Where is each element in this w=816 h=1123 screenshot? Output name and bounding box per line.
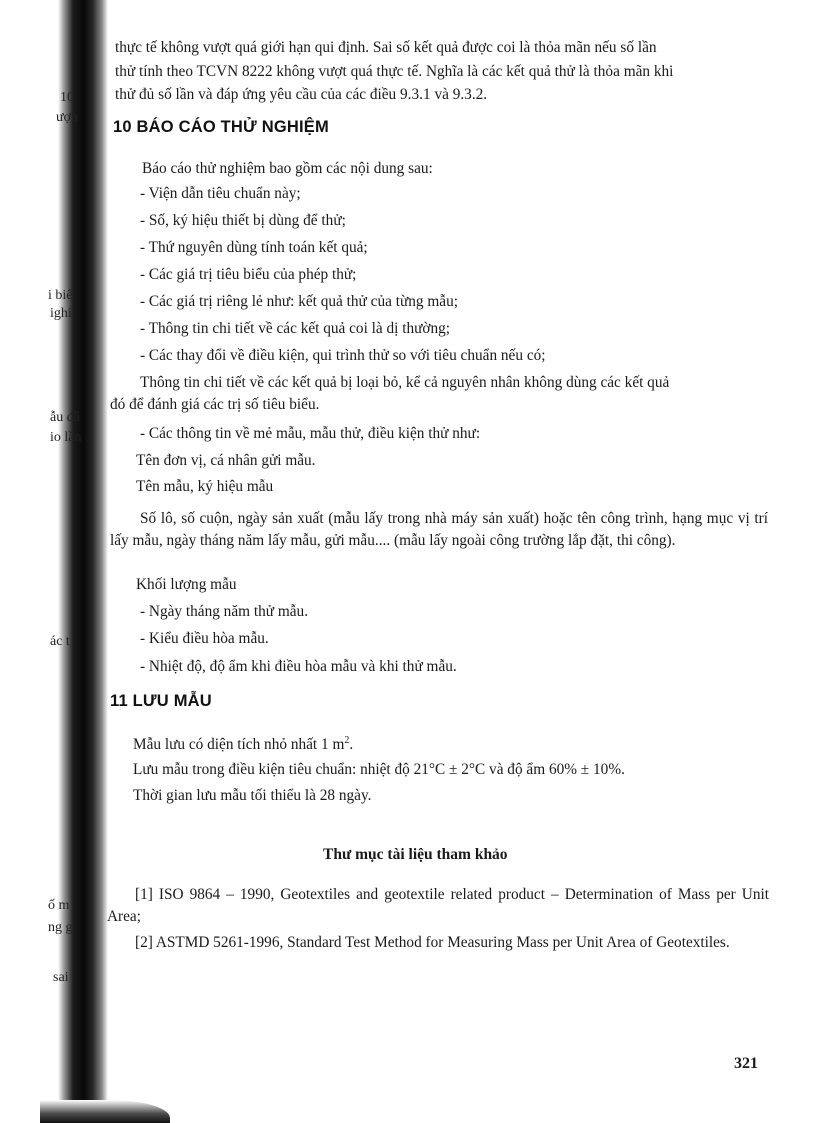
report-item: - Các thay đổi về điều kiện, qui trình thử so với tiêu chuẩn nếu có;	[140, 347, 546, 364]
sample-name-line: Tên mẫu, ký hiệu mẫu	[136, 478, 274, 495]
area-period: .	[349, 736, 354, 754]
report-item: - Viện dẫn tiêu chuẩn này;	[140, 185, 301, 202]
margin-fragment: ượn	[56, 110, 78, 125]
margin-fragment: ố m	[48, 898, 70, 913]
reference-item: [2] ASTMD 5261-1996, Standard Test Method for Measuring Mass per Unit Area of Geotextiles.	[135, 934, 730, 951]
margin-fragment: ác t	[50, 634, 70, 649]
test-item: - Ngày tháng năm thử mẫu.	[140, 603, 309, 620]
report-item: - Các giá trị riêng lẻ như: kết quả thử của từng mẫu;	[140, 293, 458, 310]
margin-fragment: sai	[53, 970, 69, 985]
detail-line: đó để đánh giá các trị số tiêu biểu.	[110, 396, 320, 413]
section-11-heading: 11 LƯU MẪU	[110, 692, 212, 710]
sender-line: Tên đơn vị, cá nhân gửi mẫu.	[136, 452, 316, 469]
margin-fragment: io lần	[50, 430, 82, 445]
test-item: - Kiểu điều hòa mẫu.	[140, 630, 269, 647]
intro-line: thử đủ số lần và đáp ứng yêu cầu của các điều 9.3.1 và 9.3.2.	[115, 86, 488, 103]
mass-line: Khối lượng mẫu	[136, 576, 237, 593]
report-item: - Thông tin chi tiết về các kết quả coi là dị thường;	[140, 320, 451, 337]
margin-fragment: ighi	[50, 306, 72, 321]
intro-line: thực tế không vượt quá giới hạn qui định. Sai số kết quả được coi là thỏa mãn nếu số lần	[115, 39, 657, 56]
area-text: Mẫu lưu có diện tích nhỏ nhất 1 m	[133, 736, 345, 754]
duration-line: Thời gian lưu mẫu tối thiểu là 28 ngày.	[133, 787, 372, 804]
section-10-heading: 10 BÁO CÁO THỬ NGHIỆM	[113, 118, 329, 136]
margin-fragment: ẫu đã	[50, 410, 80, 425]
section-10-lead: Báo cáo thử nghiệm bao gồm các nội dung sau:	[142, 160, 433, 177]
report-item: - Thứ nguyên dùng tính toán kết quả;	[140, 239, 368, 256]
lot-paragraph: Số lô, số cuộn, ngày sản xuất (mẫu lấy trong nhà máy sản xuất) hoặc tên công trình, hạng mục vị trí lấy mẫu, ngày tháng năm lấy mẫu, gửi mẫu.... (mẫu lấy ngoài công trường lắp đặt, thi công).	[110, 510, 768, 549]
report-item: - Các giá trị tiêu biểu của phép thử;	[140, 266, 357, 283]
reference-item: [1] ISO 9864 – 1990, Geotextiles and geotextile related product – Determination of Mass per Unit Area;	[107, 886, 769, 925]
margin-fragment: 10	[60, 90, 74, 105]
page-number: 321	[734, 1055, 758, 1072]
margin-fragment: i biế	[48, 288, 73, 303]
sample-info-item: - Các thông tin về mẻ mẫu, mẫu thử, điều kiện thử như:	[140, 425, 481, 442]
references-heading: Thư mục tài liệu tham khảo	[323, 846, 508, 863]
binding-shadow	[58, 0, 108, 1123]
intro-line: thử tính theo TCVN 8222 không vượt quá thực tế. Nghĩa là các kết quả thử là thỏa mãn khi	[115, 63, 674, 80]
storage-line: Lưu mẫu trong điều kiện tiêu chuẩn: nhiệt độ 21°C ± 2°C và độ ẩm 60% ± 10%.	[133, 761, 625, 778]
binding-shadow-foot	[40, 1100, 170, 1123]
area-line	[133, 730, 353, 756]
margin-fragment: ng g	[48, 920, 73, 935]
report-item: - Số, ký hiệu thiết bị dùng để thử;	[140, 212, 346, 229]
area-superscript: 2	[344, 735, 350, 746]
detail-line: Thông tin chi tiết về các kết quả bị loại bỏ, kể cả nguyên nhân không dùng các kết quả	[140, 374, 670, 391]
test-item: - Nhiệt độ, độ ẩm khi điều hòa mẫu và khi thử mẫu.	[140, 658, 457, 675]
